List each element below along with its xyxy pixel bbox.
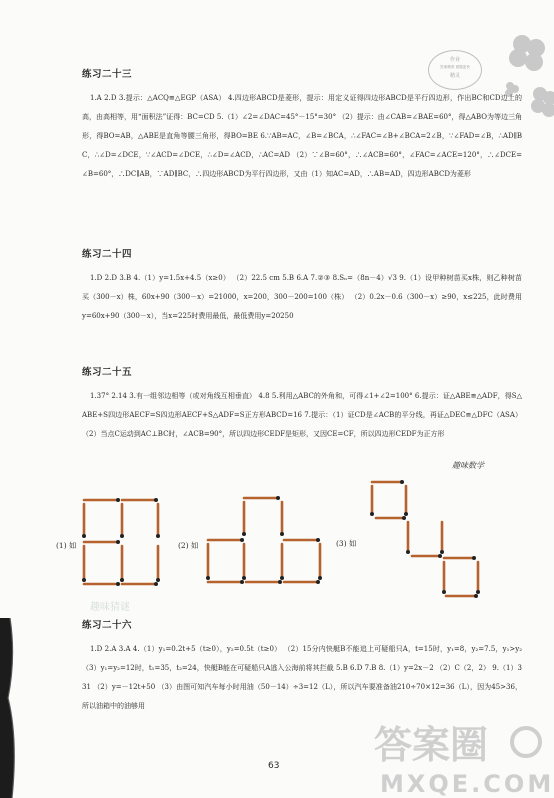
section-answers: 1.D 2.D 3.B 4.（1）y=1.5x+4.5（x≥0） （2）22.5 cm 5.B 6.A 7.②③ 8.Sₙ=（8n－4）√3 9.（1）设甲种树苗买x株，则乙种树苗买（300－x）株，60x+90（300－x）=21000，x=200，300－200=100（株） （2）0.2x－0.6（300－x）≥90，x≤225，此时费用y=60x+90（300－x），当x=225时费用最低，最低费用y=20250 bbox=[82, 274, 522, 320]
figure-label: (2) 如 bbox=[178, 541, 199, 550]
watermark-logo bbox=[360, 712, 554, 798]
page-binding-shadow bbox=[0, 618, 22, 798]
section-answers: 1.A 2.D 3.提示：△ACQ≌△EGP（ASA） 4.四边形ABCD是菱形，提示：用定义证得四边形ABCD是平行四边形，作出BC和CD边上的高，由高相等，用“面积法”证得：BC=CD 5.（1）∠2=∠DAC=45°－15°=30° （2）提示：由∠CAB=∠BAE=60°，得△ABO为等边三角形，得BO=AB，△ABE是直角等腰三角形，得BO=BE 6.∵AB=AC，∠B=∠BCA，∴∠FAC=∠B+∠BCA=2∠B，∵∠FAD=∠B，∴AD∥BC，∴∠D=∠DCE，∵∠ACD=∠DCE，∴∠D=∠ACD，∴AC=AD （2）∵∠B=60°，∴∠ACB=60°，∠FAC=∠ACE=120°，∴∠DCE=∠B=60°，∴DC∥AB，∵AD∥BC，∴四边形ABCD为平行四边形，又由（1）知AC=AD，∴AB=AD，四边形ABCD为菱形 bbox=[82, 94, 522, 178]
matchstick-drawing bbox=[368, 478, 484, 602]
matchstick-drawing bbox=[80, 496, 164, 588]
handwritten-note: 趣味数学 bbox=[452, 461, 484, 470]
figure-label: (3) 如 bbox=[336, 539, 357, 548]
matchstick-figure-2 bbox=[176, 490, 326, 590]
section-title: 练习二十六 bbox=[82, 620, 133, 631]
stamp-line-1: 作业 bbox=[449, 57, 460, 63]
stamp-line-3: 精灵 bbox=[449, 73, 460, 79]
section-title: 练习二十四 bbox=[82, 249, 133, 260]
section-answers: 1.D 2.A 3.A 4.（1）y₁=0.2t+5（t≥0），y₂=0.5t（t≥0） （2）15分内快艇B不能追上可疑船只A，t=15时，y₁=8，y₂=7.5，y₁>y₂ （3）y₁=y₂=12时，t₁=35，t₂=24，快艇B能在可疑船只A逃入公海前将其拦截 5.B 6.D 7.B 8.（1）y=2x－2 （2）C（2，2） 9.（1）3 31 （2）y=－12t+50 （3）由图可知汽车每小时用油（50－14）÷3=12（L），所以汽车要准备油210÷70×12=36（L），因为45>36，所以油箱中的油够用 bbox=[82, 645, 522, 710]
section-exercise-25 bbox=[82, 364, 522, 444]
section-exercise-24 bbox=[82, 246, 522, 326]
watermark-ring-icon bbox=[512, 728, 540, 756]
watermark-url: MXQE.COM bbox=[380, 770, 554, 798]
matchstick-drawing bbox=[204, 492, 322, 588]
faded-heading: 趣味猜谜 bbox=[90, 602, 130, 613]
matchstick-figure-3 bbox=[336, 478, 486, 606]
figure-label: (1) 如 bbox=[56, 541, 77, 550]
watermark-main: 答案圈 bbox=[374, 723, 489, 767]
section-exercise-23 bbox=[82, 66, 522, 184]
section-exercise-26 bbox=[82, 617, 522, 716]
section-title: 练习二十五 bbox=[82, 367, 133, 378]
section-title: 练习二十三 bbox=[82, 69, 133, 80]
matchstick-figure-1 bbox=[50, 490, 170, 590]
page-number: 63 bbox=[268, 761, 280, 771]
stamp-line-2: 答案精准 做题更快 bbox=[440, 65, 470, 69]
section-answers: 1.37° 2.14 3.有一组邻边相等（或对角线互相垂直） 4.8 5.利用△ABC的外角和，可得∠1+∠2=100° 6.提示：证△ABE≌△ADF，得S△ABE+S四边形AECF=S四边形AECF+S△ADF=S正方形ABCD=16 7.提示：（1）证CD是∠ACB的平分线，再证△DEC≌△DFC（ASA） （2）当点C运动到AC⊥BC时，∠ACB=90°，所以四边形CEDF是矩形，又因CE=CF，所以四边形CEDF为正方形 bbox=[82, 392, 522, 438]
